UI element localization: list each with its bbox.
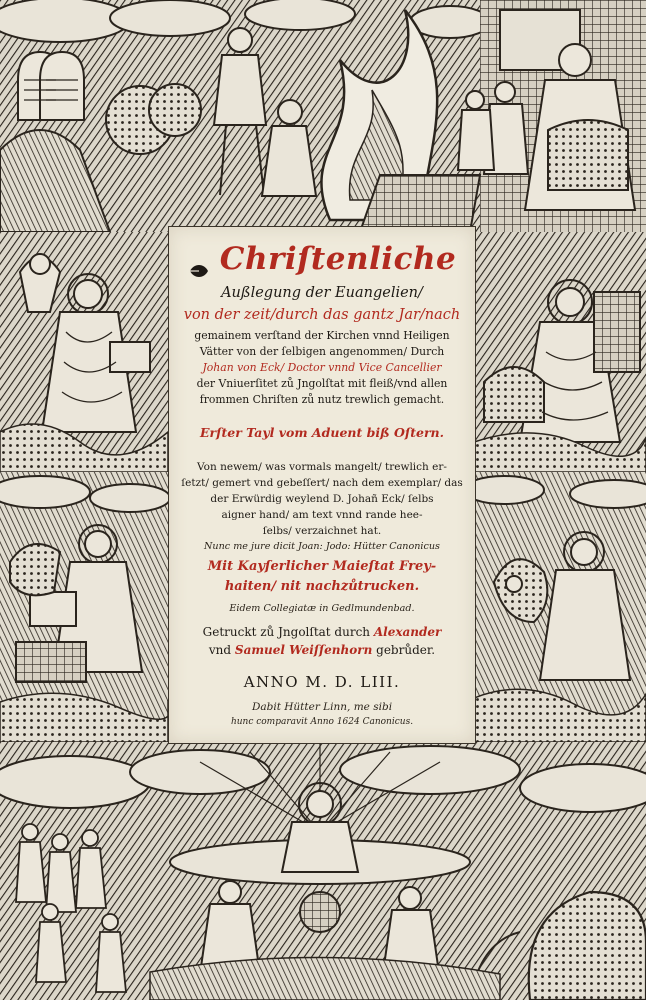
title-line-7: frommen Chriſten zů nutz trewlich gemacht.: [199, 393, 445, 406]
main-title: [169, 241, 475, 277]
part-heading: Erſter Tayl vom Aduent biß Oſtern.: [200, 425, 444, 440]
revision-line-5: ſelbs/ verzaichnet hat.: [262, 525, 382, 537]
title-text: Chriſtenliche: [219, 241, 457, 277]
woodcut-top-panel: [0, 0, 646, 232]
handwritten-ownership-note-3b: hunc comparavit Anno 1624 Canonicus.: [230, 717, 414, 727]
title-line-3: gemainem verſtand der Kirchen vnnd Heiligen: [194, 329, 450, 342]
woodcut-left-top-panel: [0, 232, 168, 472]
revision-line-3: der Erwürdig weylend D. Johañ Eck/ ſelbs: [210, 493, 434, 505]
printer-line-1: [169, 625, 475, 639]
handwritten-ownership-note-2: Eidem Collegiatæ in Gedlmundenbad.: [229, 603, 415, 614]
woodcut-bottom-panel: [0, 742, 646, 1000]
printer-conjunction: vnd: [208, 643, 232, 657]
revision-line-2: ſetzt/ gemert vnd gebeſſert/ nach dem exemplar/ das: [181, 477, 463, 489]
printer-name-samuel: Samuel Weiſſenhorn: [234, 643, 373, 657]
handwritten-ownership-note-3a: Dabit Hütter Linn, me sibi: [251, 701, 393, 713]
title-line-6: der Vniuerſitet zů Jngolſtat mit fleiß/vnd allen: [196, 377, 448, 390]
privilege-line-2: haiten/ nit nachzůtrucken.: [224, 579, 420, 594]
revision-line-4: aigner hand/ am text vnnd rande hee-: [221, 509, 423, 521]
revision-line-1: Von newem/ was vormals mangelt/ trewlich er-: [197, 461, 447, 473]
title-line-2: von der zeit/durch das gantz Jar/nach: [183, 307, 461, 323]
title-line-1: Außlegung der Euangelien/: [221, 285, 423, 301]
woodcut-left-bottom-panel: [0, 472, 168, 742]
printer-name-alexander: Alexander: [373, 625, 442, 639]
title-line-5: Johan von Eck/ Doctor vnnd Vice Cancellier: [202, 361, 442, 374]
printer-prefix: Getruckt zů Jngolſtat durch: [202, 625, 371, 639]
imprint-year: ANNO M. D. LIII.: [243, 673, 401, 691]
handwritten-ownership-note-1: Nunc me jure dicit Joan: Jodo: Hütter Canonicus: [204, 541, 440, 552]
leaf-fleuron-icon: [188, 252, 210, 270]
printer-line-2: [169, 643, 475, 657]
printer-suffix: gebrůder.: [376, 643, 436, 657]
woodcut-right-bottom-panel: [474, 472, 646, 742]
title-line-4: Vätter von der ſelbigen angenommen/ Durch: [199, 345, 445, 358]
title-block: [168, 226, 476, 744]
privilege-line-1: Mit Kayſerlicher Maieſtat Frey-: [207, 559, 437, 574]
woodcut-right-top-panel: [474, 232, 646, 472]
